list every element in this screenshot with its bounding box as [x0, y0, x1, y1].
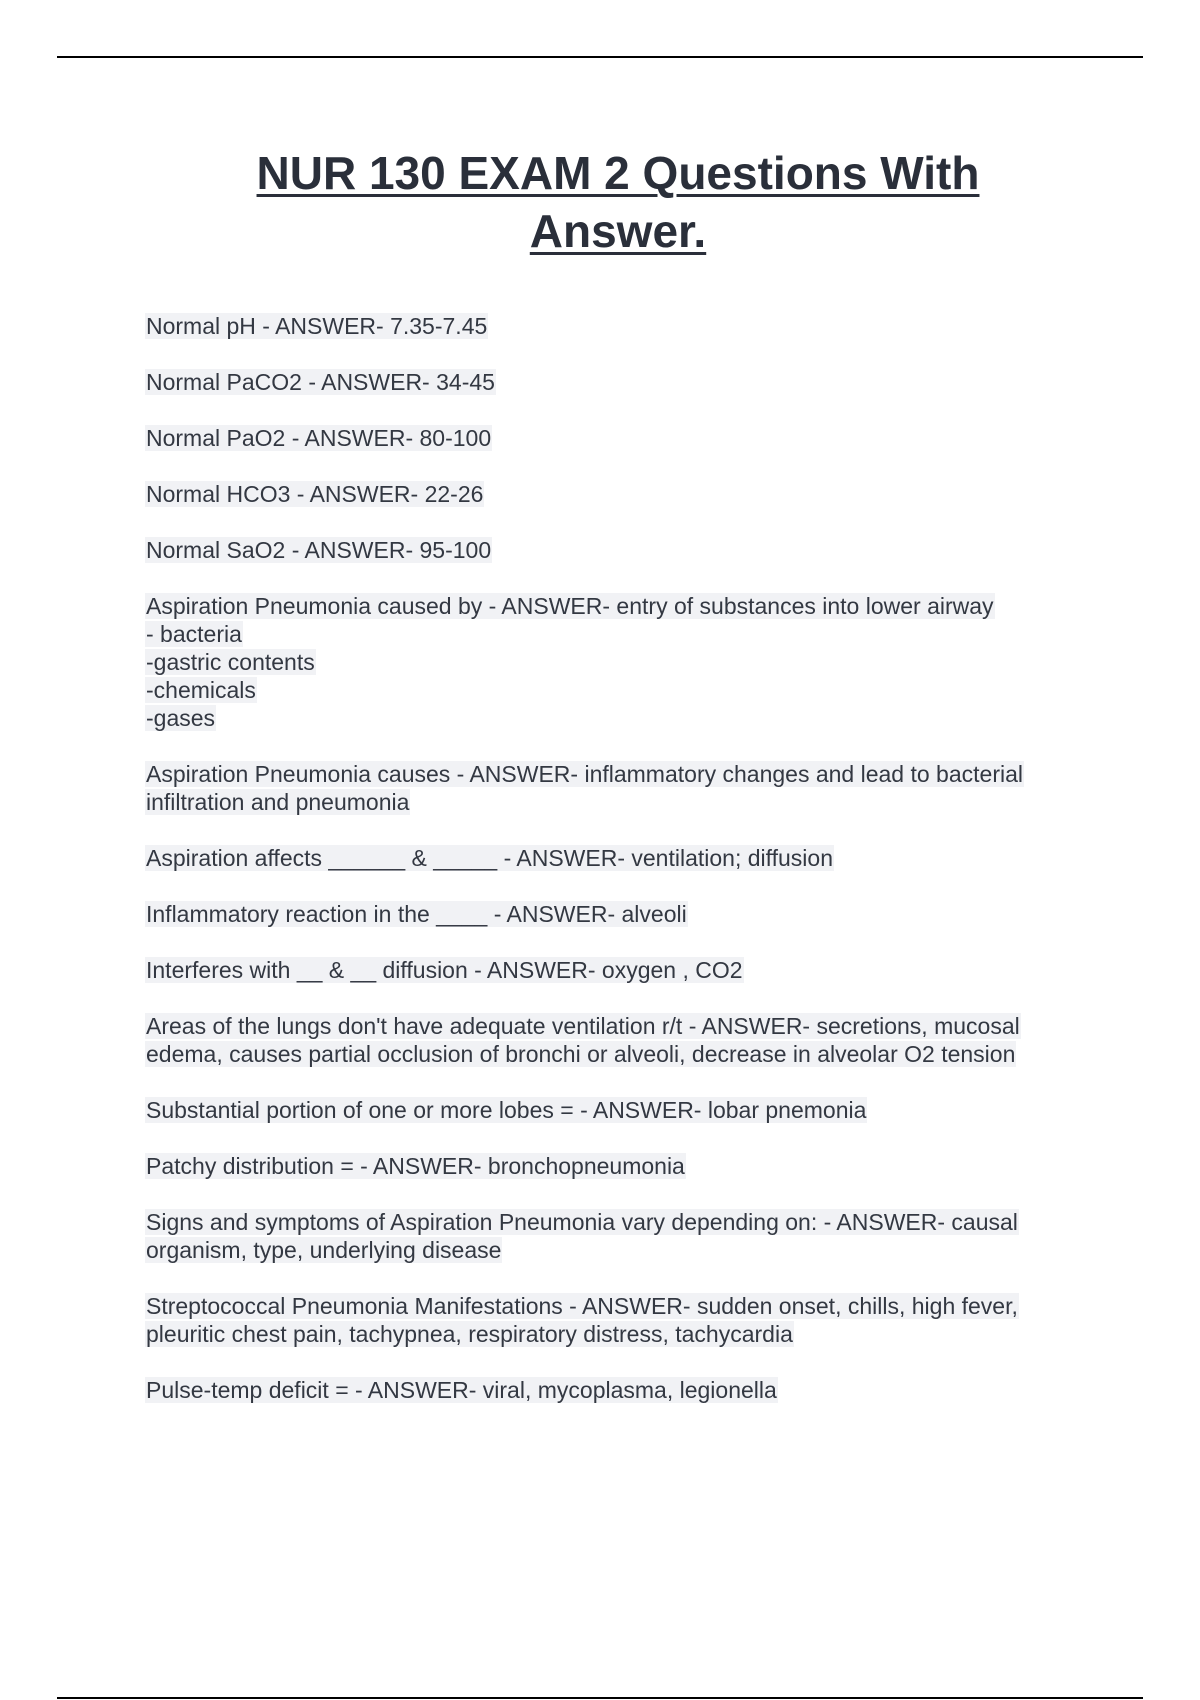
title-line-1: NUR 130 EXAM 2 Questions With [256, 147, 980, 199]
qa-text: edema, causes partial occlusion of bronchi or alveoli, decrease in alveolar O2 tension [146, 1041, 1016, 1067]
qa-text: Normal PaCO2 - ANSWER- 34-45 [146, 369, 495, 395]
qa-item [145, 1376, 1075, 1404]
qa-text: Normal SaO2 - ANSWER- 95-100 [146, 537, 492, 563]
top-rule [57, 56, 1143, 58]
qa-text: Aspiration Pneumonia causes - ANSWER- inflammatory changes and lead to bacterial [146, 761, 1023, 787]
qa-item [145, 368, 1075, 396]
qa-text: Inflammatory reaction in the ____ - ANSWER- alveoli [146, 901, 687, 927]
qa-item [145, 900, 1075, 928]
qa-text: Signs and symptoms of Aspiration Pneumonia vary depending on: - ANSWER- causal [146, 1209, 1018, 1235]
qa-text: Areas of the lungs don't have adequate ventilation r/t - ANSWER- secretions, mucosal [146, 1013, 1020, 1039]
title-line-2: Answer. [529, 205, 707, 257]
qa-text: Normal HCO3 - ANSWER- 22-26 [146, 481, 484, 507]
qa-item [145, 1208, 1075, 1264]
qa-text: -chemicals [146, 677, 256, 703]
qa-text: pleuritic chest pain, tachypnea, respiratory distress, tachycardia [146, 1321, 793, 1347]
qa-text: Aspiration affects ______ & _____ - ANSWER- ventilation; diffusion [146, 845, 833, 871]
qa-item [145, 592, 1075, 732]
qa-item [145, 1152, 1075, 1180]
qa-item [145, 1096, 1075, 1124]
qa-text: Streptococcal Pneumonia Manifestations - ANSWER- sudden onset, chills, high fever, [146, 1293, 1018, 1319]
qa-text: Aspiration Pneumonia caused by - ANSWER- entry of substances into lower airway [146, 593, 994, 619]
qa-item [145, 480, 1075, 508]
page-title [0, 144, 1200, 260]
qa-item [145, 424, 1075, 452]
qa-item [145, 312, 1075, 340]
qa-item [145, 844, 1075, 872]
qa-text: organism, type, underlying disease [146, 1237, 502, 1263]
qa-text: - bacteria [146, 621, 242, 647]
qa-list [145, 312, 1075, 1432]
qa-text: -gases [146, 705, 216, 731]
bottom-rule [57, 1697, 1143, 1699]
qa-item [145, 1292, 1075, 1348]
qa-text: Interferes with __ & __ diffusion - ANSWER- oxygen , CO2 [146, 957, 743, 983]
qa-text: Pulse-temp deficit = - ANSWER- viral, mycoplasma, legionella [146, 1377, 777, 1403]
qa-item [145, 536, 1075, 564]
qa-item [145, 1012, 1075, 1068]
qa-item [145, 760, 1075, 816]
qa-item [145, 956, 1075, 984]
qa-text: infiltration and pneumonia [146, 789, 410, 815]
qa-text: Substantial portion of one or more lobes = - ANSWER- lobar pnemonia [146, 1097, 867, 1123]
qa-text: Patchy distribution = - ANSWER- bronchopneumonia [146, 1153, 685, 1179]
qa-text: -gastric contents [146, 649, 315, 675]
qa-text: Normal PaO2 - ANSWER- 80-100 [146, 425, 492, 451]
qa-text: Normal pH - ANSWER- 7.35-7.45 [146, 313, 488, 339]
